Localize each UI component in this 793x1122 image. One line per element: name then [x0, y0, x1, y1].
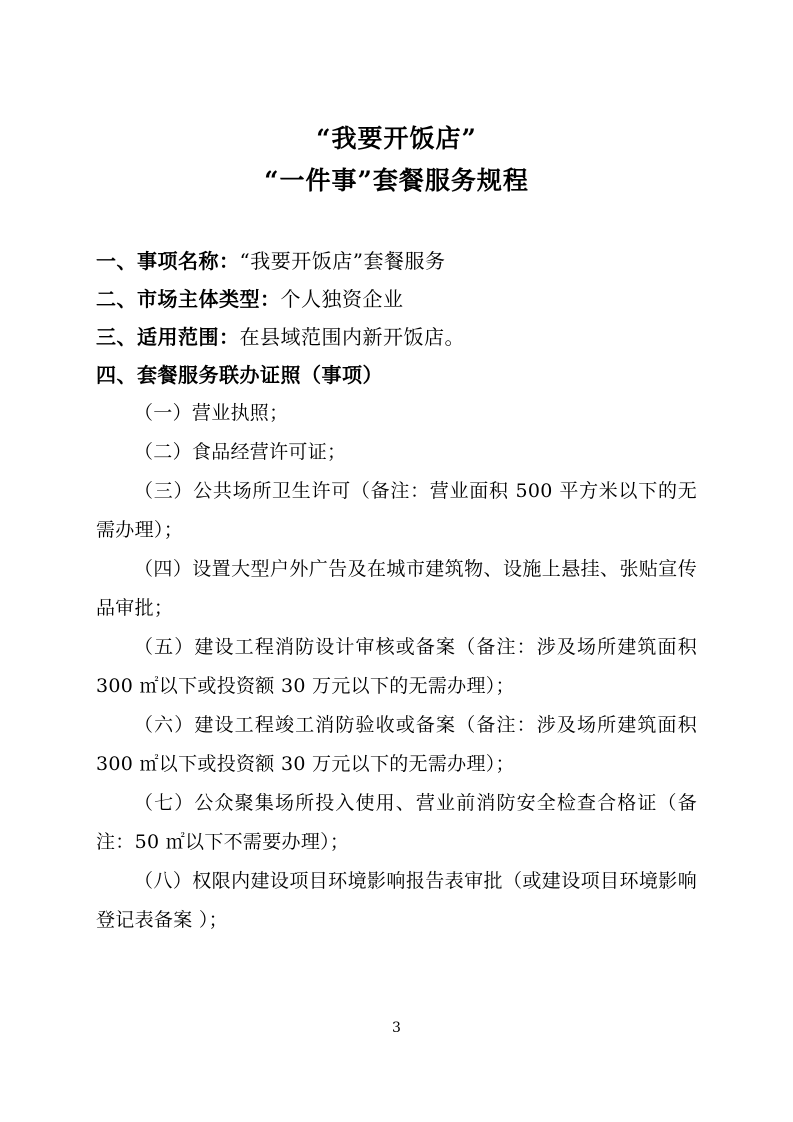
section-heading-scope-label: 三、适用范围: [96, 325, 219, 349]
page-number: 3: [392, 1020, 401, 1036]
document-title-line-1: “我要开饭店”: [316, 124, 477, 153]
section-heading-scope-value: 在县域范围内新开饭店。: [239, 325, 465, 349]
section-heading-item-name-value: “我要开饭店”套餐服务: [239, 249, 446, 273]
section-heading-item-name-label: 一、事项名称: [96, 249, 219, 273]
section-heading-entity-type-label: 二、市场主体类型: [96, 287, 260, 311]
document-title: [96, 118, 697, 202]
document-body: [96, 242, 697, 940]
list-item: （三）公共场所卫生许可（备注：营业面积 500 平方米以下的无需办理）；: [96, 480, 697, 541]
list-item: （二）食品经营许可证；: [134, 441, 347, 463]
list-item: （四）设置大型户外广告及在城市建筑物、设施上悬挂、张贴宣传品审批；: [96, 558, 697, 619]
section-heading-scope-separator: ：: [219, 325, 240, 349]
section-heading-entity-type: [96, 280, 697, 318]
section-heading-licenses-label: 四、套餐服务联办证照（事项）: [96, 363, 383, 387]
list-item: （六）建设工程竣工消防验收或备案（备注：涉及场所建筑面积 300 ㎡以下或投资额 30 万元以下的无需办理）；: [96, 714, 697, 775]
list-item: （一）营业执照；: [134, 402, 289, 424]
list-item: （五）建设工程消防设计审核或备案（备注：涉及场所建筑面积 300 ㎡以下或投资额 30 万元以下的无需办理）；: [96, 636, 697, 697]
section-heading-licenses: [96, 356, 697, 394]
list-item: （七）公众聚集场所投入使用、营业前消防安全检查合格证（备注：50 ㎡以下不需要办理）；: [96, 792, 697, 853]
section-heading-entity-type-separator: ：: [260, 287, 281, 311]
list-item: （八）权限内建设项目环境影响报告表审批（或建设项目环境影响登记表备案 ）；: [96, 870, 697, 931]
document-title-line-2: “一件事”套餐服务规程: [264, 166, 529, 195]
section-heading-scope: [96, 318, 697, 356]
section-heading-item-name: [96, 242, 697, 280]
section-heading-item-name-separator: ：: [219, 249, 240, 273]
section-heading-entity-type-value: 个人独资企业: [280, 287, 404, 311]
